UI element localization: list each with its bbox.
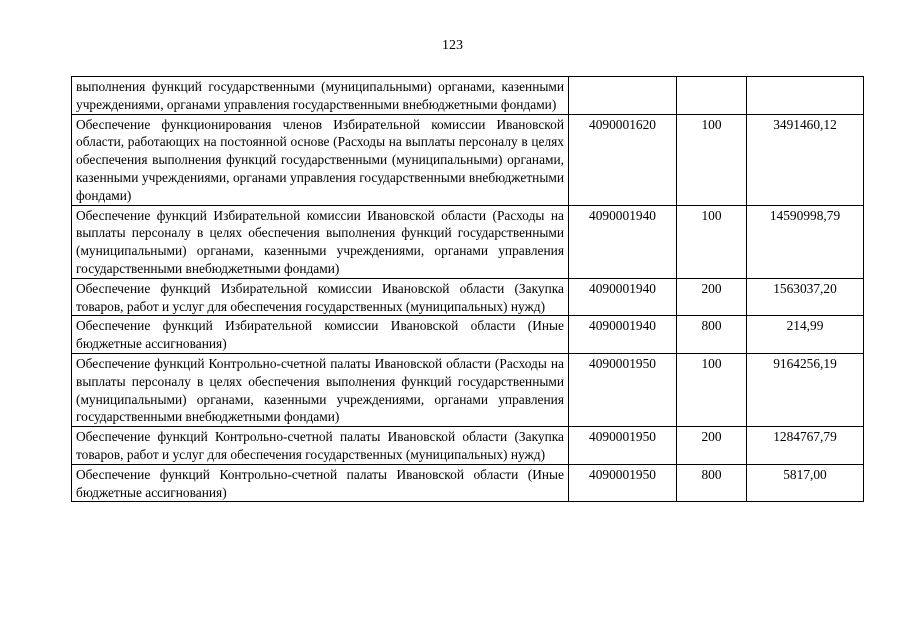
row-amount [747, 77, 864, 115]
row-expense-type: 200 [677, 427, 747, 465]
row-description: Обеспечение функций Избирательной комиссии Ивановской области (Закупка товаров, работ и услуг для обеспечения государственных (муниципальных) нужд) [72, 278, 569, 316]
table-row [72, 464, 864, 502]
row-description: выполнения функций государственными (муниципальными) органами, казенными учреждениями, органами управления государственными внебюджетными фондами) [72, 77, 569, 115]
row-target-code: 4090001950 [569, 427, 677, 465]
row-target-code: 4090001620 [569, 114, 677, 205]
row-amount: 9164256,19 [747, 353, 864, 426]
row-description: Обеспечение функционирования членов Избирательной комиссии Ивановской области, работающих на постоянной основе (Расходы на выплаты персоналу в целях обеспечения выполнения функций государственными (муниципальными) органами, казенными учреждениями, органами управления государственными внебюджетными фондами) [72, 114, 569, 205]
row-target-code: 4090001950 [569, 353, 677, 426]
row-description: Обеспечение функций Контрольно-счетной палаты Ивановской области (Расходы на выплаты персоналу в целях обеспечения выполнения функций государственными (муниципальными) органами, казенными учреждениями, органами управления государственными внебюджетными фондами) [72, 353, 569, 426]
row-expense-type: 800 [677, 464, 747, 502]
budget-table [71, 76, 864, 502]
row-amount: 3491460,12 [747, 114, 864, 205]
table-row [72, 205, 864, 278]
row-expense-type: 800 [677, 316, 747, 354]
table-row [72, 278, 864, 316]
row-amount: 1563037,20 [747, 278, 864, 316]
row-amount: 14590998,79 [747, 205, 864, 278]
row-target-code: 4090001940 [569, 316, 677, 354]
row-description: Обеспечение функций Контрольно-счетной палаты Ивановской области (Иные бюджетные ассигнования) [72, 464, 569, 502]
row-expense-type: 100 [677, 205, 747, 278]
page-number: 123 [442, 38, 463, 53]
row-amount: 5817,00 [747, 464, 864, 502]
row-amount: 214,99 [747, 316, 864, 354]
row-description: Обеспечение функций Контрольно-счетной палаты Ивановской области (Закупка товаров, работ и услуг для обеспечения государственных (муниципальных) нужд) [72, 427, 569, 465]
row-amount: 1284767,79 [747, 427, 864, 465]
row-target-code: 4090001950 [569, 464, 677, 502]
row-description: Обеспечение функций Избирательной комиссии Ивановской области (Расходы на выплаты персоналу в целях обеспечения выполнения функций государственными (муниципальными) органами, казенными учреждениями, органами управления государственными внебюджетными фондами) [72, 205, 569, 278]
row-description: Обеспечение функций Избирательной комиссии Ивановской области (Иные бюджетные ассигнования) [72, 316, 569, 354]
table-row [72, 77, 864, 115]
row-expense-type: 100 [677, 353, 747, 426]
row-target-code: 4090001940 [569, 278, 677, 316]
table-row [72, 427, 864, 465]
row-target-code: 4090001940 [569, 205, 677, 278]
budget-table-body [72, 77, 864, 502]
row-expense-type: 100 [677, 114, 747, 205]
row-expense-type: 200 [677, 278, 747, 316]
table-row [72, 353, 864, 426]
table-row [72, 114, 864, 205]
table-row [72, 316, 864, 354]
row-target-code [569, 77, 677, 115]
row-expense-type [677, 77, 747, 115]
